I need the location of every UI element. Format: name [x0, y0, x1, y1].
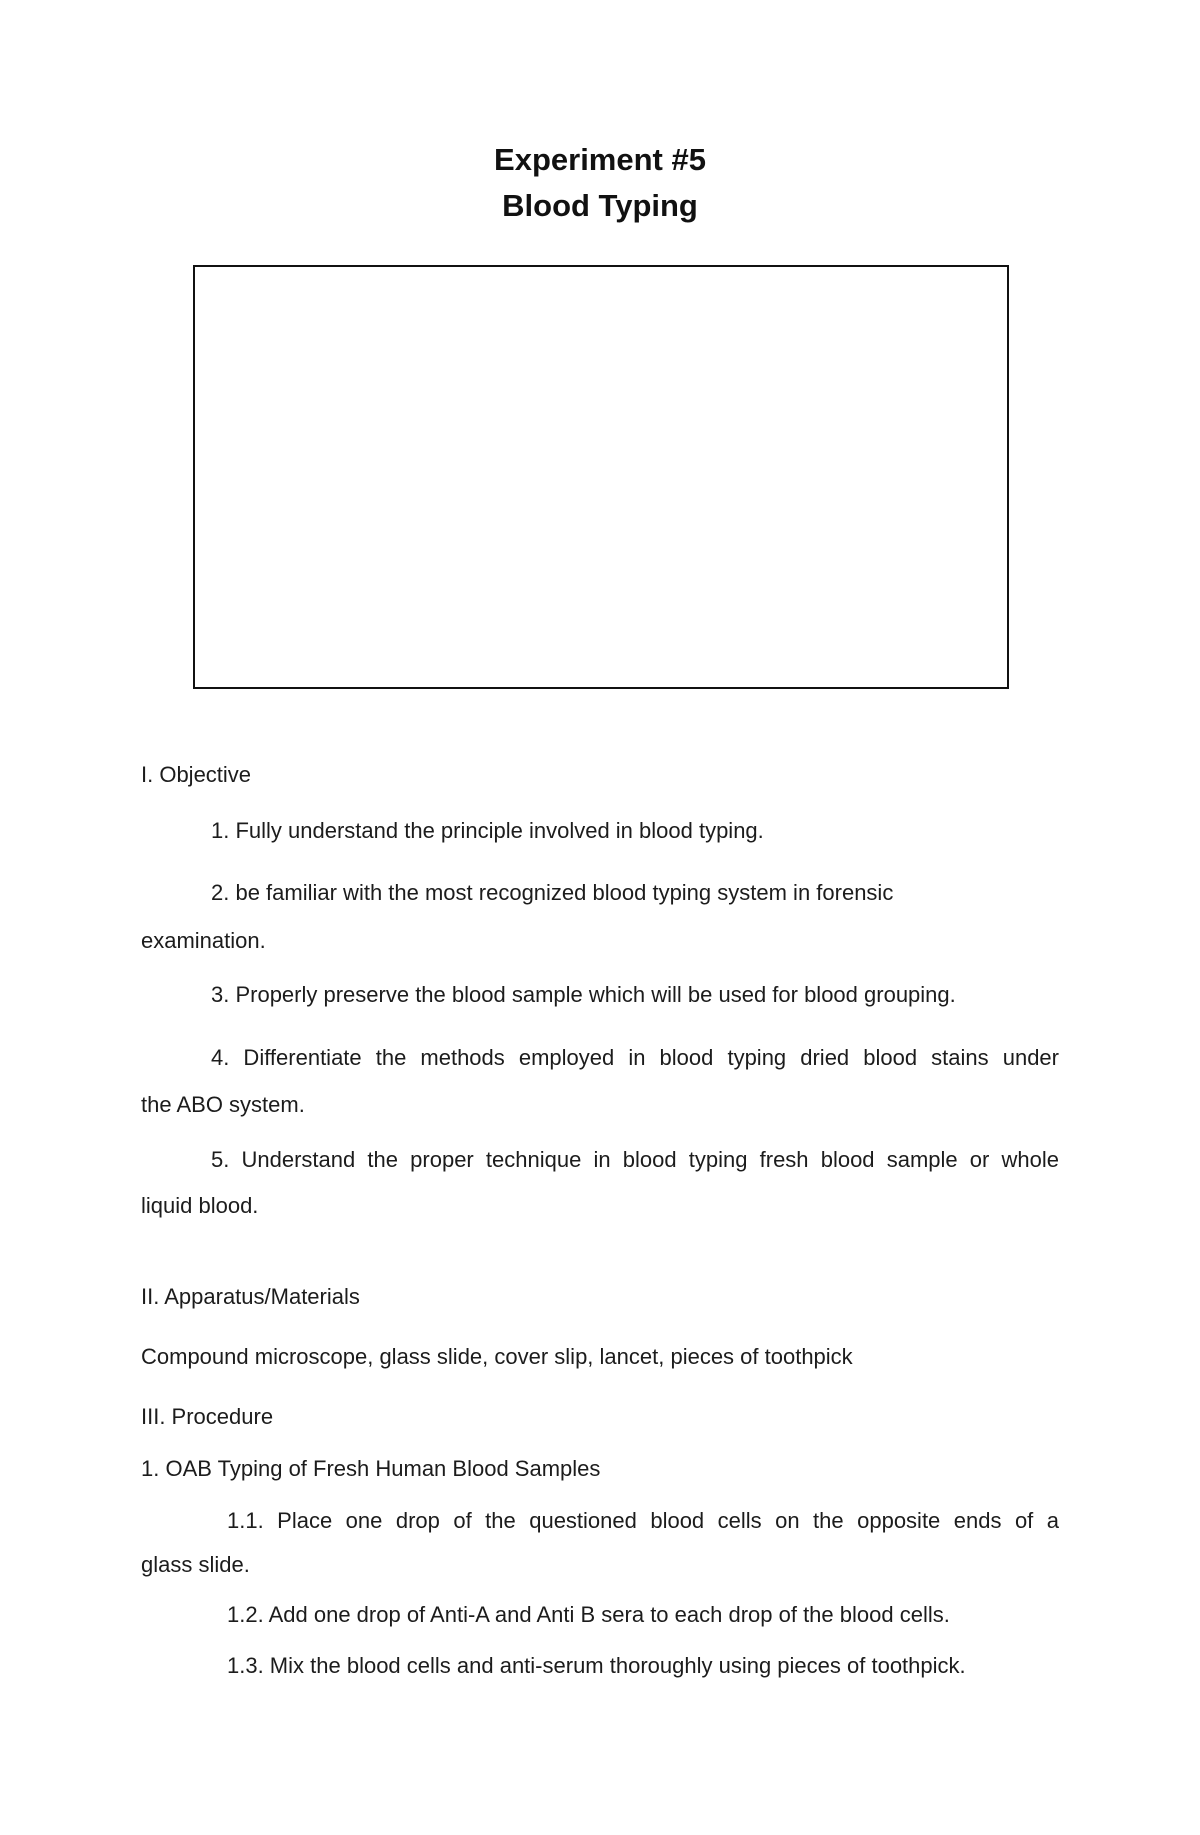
- objective-item-4: 4. Differentiate the methods employed in blood typing dried blood stains under: [211, 1045, 1059, 1070]
- objective-item-3: 3. Properly preserve the blood sample which will be used for blood grouping.: [211, 982, 956, 1007]
- apparatus-list: Compound microscope, glass slide, cover slip, lancet, pieces of toothpick: [141, 1344, 853, 1369]
- procedure-heading: III. Procedure: [141, 1404, 274, 1429]
- procedure-step-1-1: 1.1. Place one drop of the questioned blood cells on the opposite ends of a: [227, 1508, 1059, 1533]
- objective-item-1: 1. Fully understand the principle involved in blood typing.: [211, 818, 764, 843]
- objective-item-2-continued: examination.: [141, 928, 266, 953]
- procedure-step-1: 1. OAB Typing of Fresh Human Blood Samples: [141, 1456, 601, 1481]
- page-subtitle: Blood Typing: [502, 188, 698, 223]
- objective-item-2: 2. be familiar with the most recognized blood typing system in forensic: [211, 880, 894, 905]
- objective-item-4-continued: the ABO system.: [141, 1092, 305, 1117]
- apparatus-heading: II. Apparatus/Materials: [141, 1284, 360, 1309]
- empty-figure-box: [193, 265, 1009, 689]
- procedure-step-1-3: 1.3. Mix the blood cells and anti-serum thoroughly using pieces of toothpick.: [227, 1653, 966, 1678]
- objective-heading: I. Objective: [141, 762, 252, 787]
- procedure-step-1-2: 1.2. Add one drop of Anti-A and Anti B sera to each drop of the blood cells.: [227, 1602, 950, 1627]
- page-title: Experiment #5: [494, 142, 706, 177]
- objective-item-5-continued: liquid blood.: [141, 1193, 259, 1218]
- objective-item-5: 5. Understand the proper technique in blood typing fresh blood sample or whole: [211, 1147, 1059, 1172]
- procedure-step-1-1-continued: glass slide.: [141, 1552, 250, 1577]
